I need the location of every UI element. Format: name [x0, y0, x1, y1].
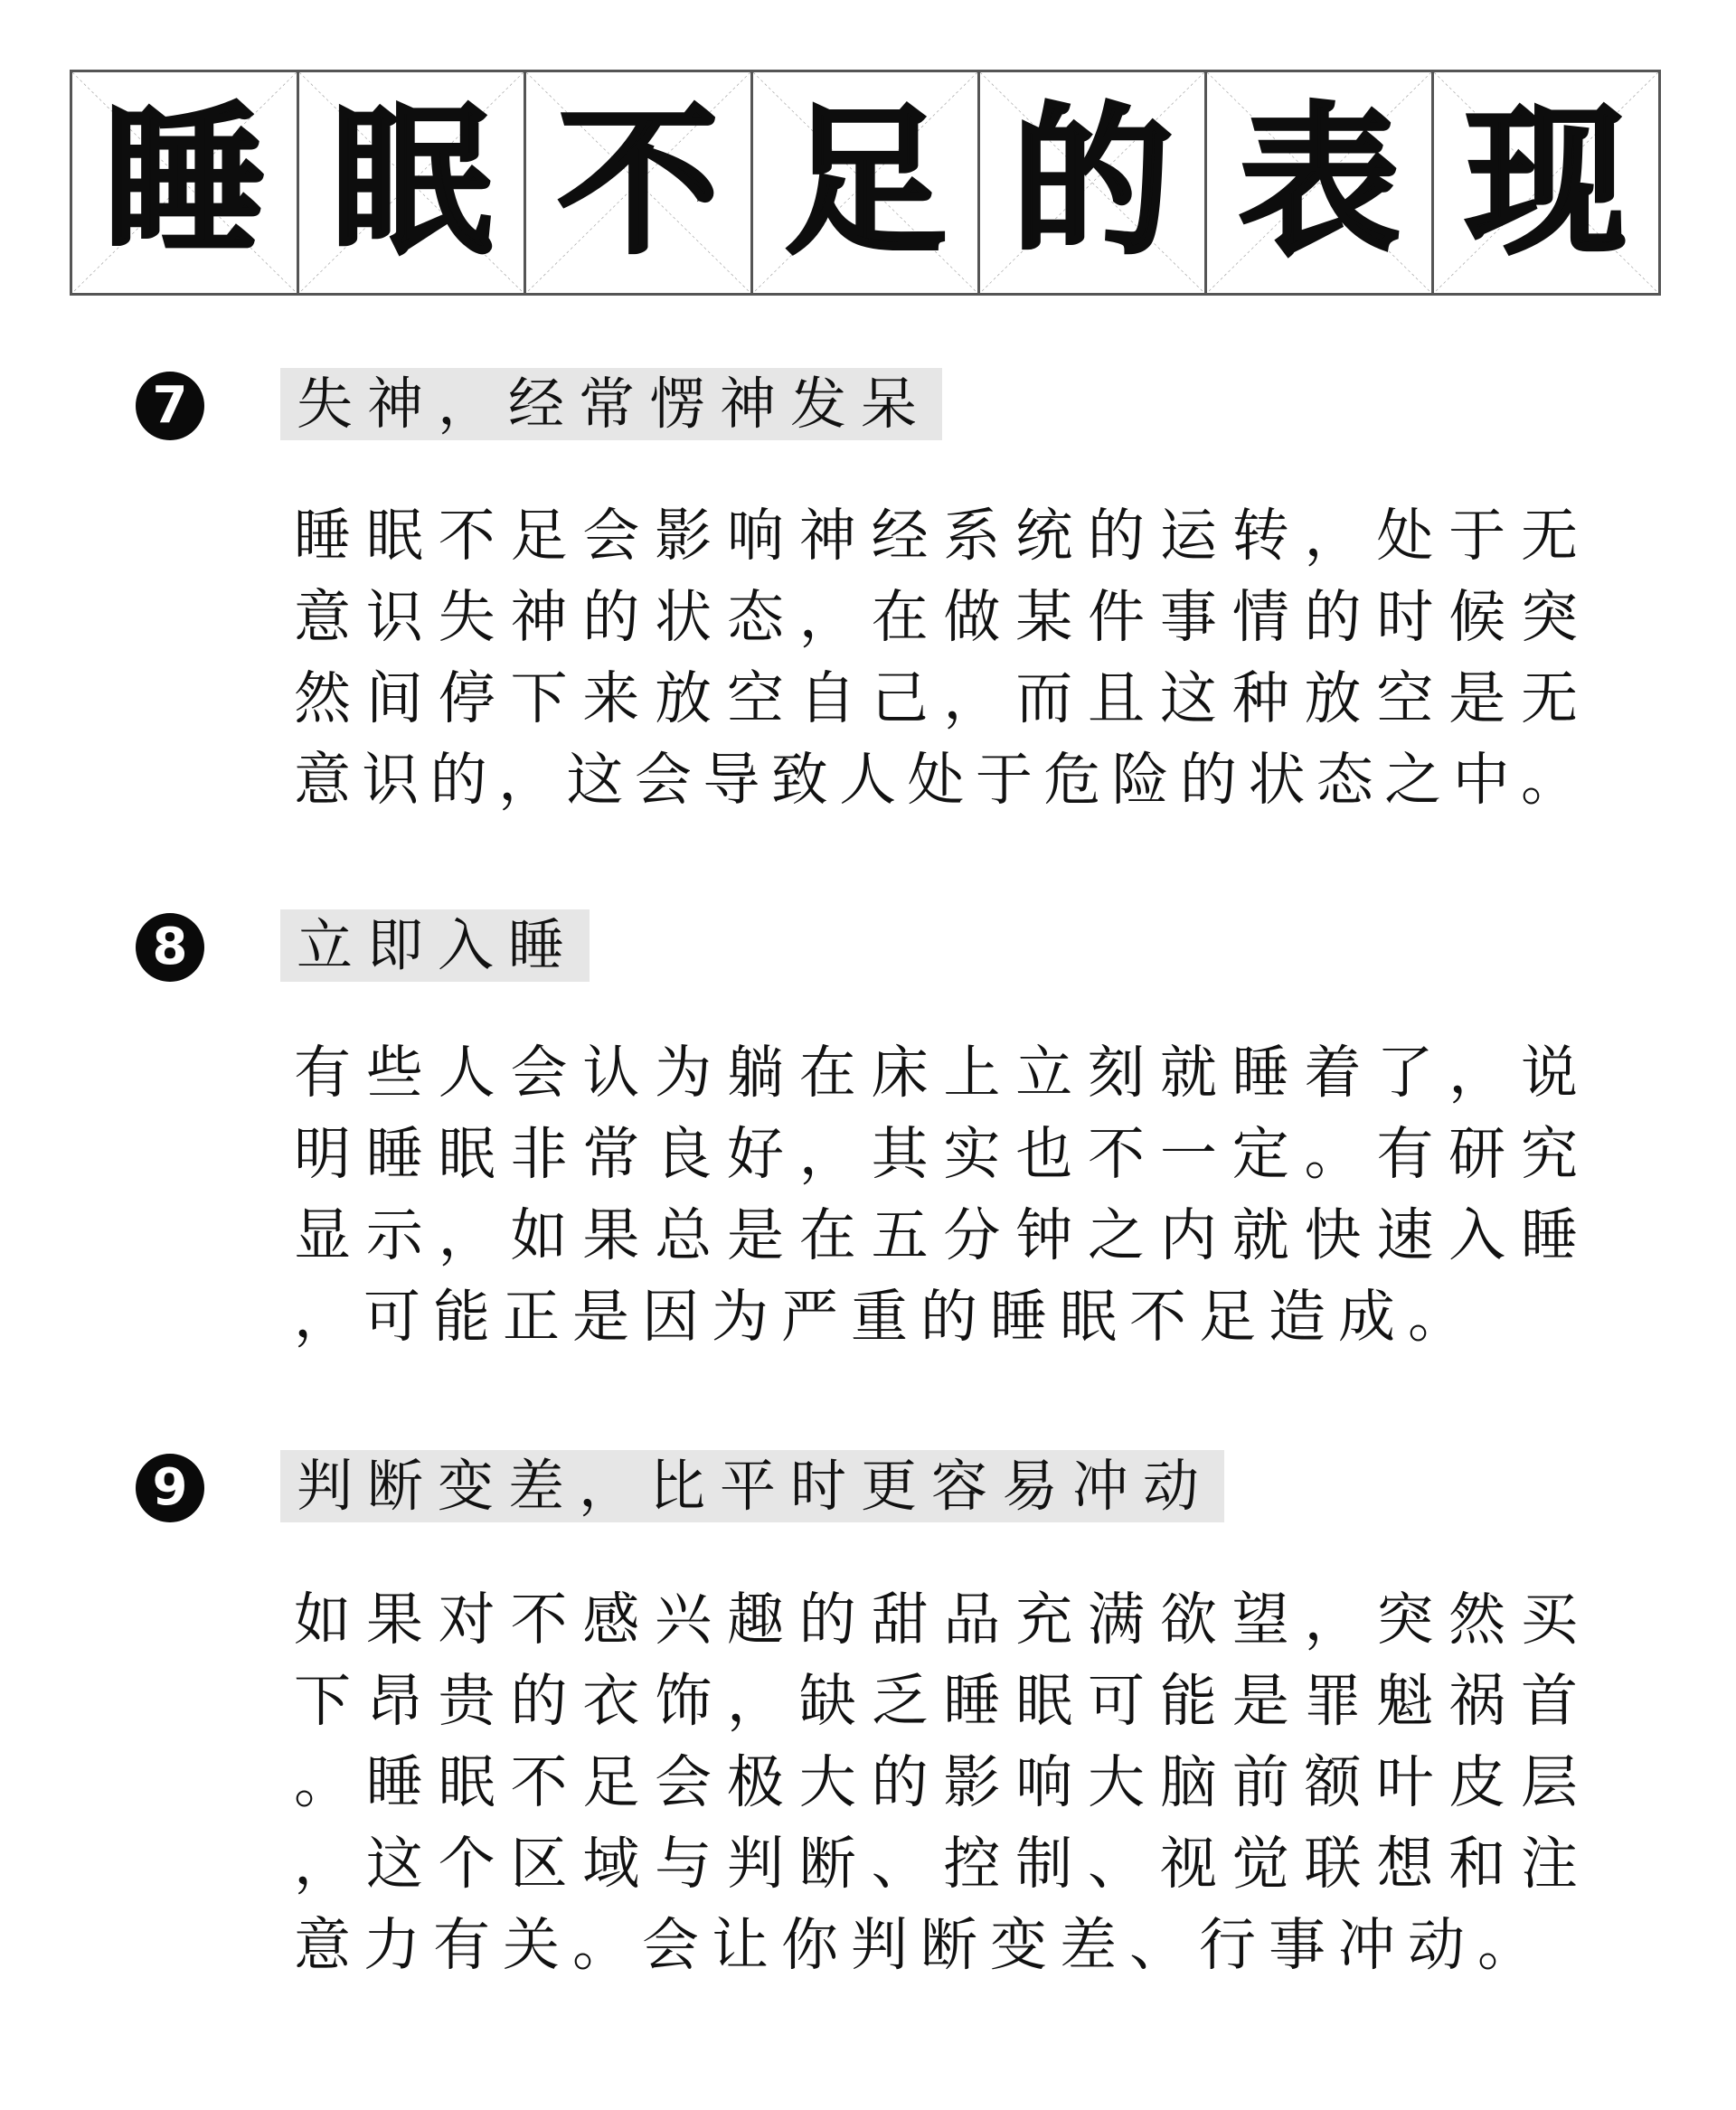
section-body	[294, 495, 1578, 821]
body-line: 意识的，这会导致人处于危险的状态之中。	[294, 747, 1578, 813]
title-cell	[526, 72, 753, 293]
title-char: 的	[1012, 89, 1173, 276]
section-body	[294, 1032, 1578, 1358]
title-cell	[1207, 72, 1434, 293]
section-heading: 立即入睡	[280, 909, 590, 982]
body-line: ，可能正是因为严重的睡眠不足造成。	[294, 1284, 1477, 1350]
title-cell	[753, 72, 980, 293]
body-line: 有些人会认为躺在床上立刻就睡着了，说	[294, 1040, 1578, 1106]
body-line: 睡眠不足会影响神经系统的运转，处于无	[294, 503, 1578, 569]
title-char: 不	[558, 89, 719, 276]
title-cell	[72, 72, 299, 293]
title-char: 睡	[104, 89, 265, 276]
body-line: ，这个区域与判断、控制、视觉联想和注	[294, 1831, 1578, 1897]
body-line: 然间停下来放空自己，而且这种放空是无	[294, 665, 1578, 731]
title-cell	[1434, 72, 1658, 293]
body-line: 显示，如果总是在五分钟之内就快速入睡	[294, 1202, 1578, 1268]
title-cell	[980, 72, 1207, 293]
title-char: 眠	[331, 89, 492, 276]
section-heading: 失神，经常愣神发呆	[280, 368, 942, 440]
section-heading: 判断变差，比平时更容易冲动	[280, 1450, 1224, 1522]
number-badge: 9	[136, 1454, 204, 1522]
body-line: 如果对不感兴趣的甜品充满欲望，突然买	[294, 1587, 1578, 1653]
section-body	[294, 1579, 1578, 1986]
title-grid	[70, 70, 1661, 296]
body-line: 。睡眠不足会极大的影响大脑前额叶皮层	[294, 1749, 1578, 1815]
number-badge: 8	[136, 913, 204, 982]
title-char: 足	[785, 89, 946, 276]
body-line: 意力有关。会让你判断变差、行事冲动。	[294, 1912, 1547, 1978]
title-cell	[299, 72, 526, 293]
body-line: 下昂贵的衣饰，缺乏睡眠可能是罪魁祸首	[294, 1668, 1578, 1734]
title-char: 表	[1239, 89, 1400, 276]
body-line: 明睡眠非常良好，其实也不一定。有研究	[294, 1121, 1578, 1187]
title-char: 现	[1466, 89, 1627, 276]
number-badge: 7	[136, 372, 204, 440]
body-line: 意识失神的状态，在做某件事情的时候突	[294, 584, 1578, 650]
